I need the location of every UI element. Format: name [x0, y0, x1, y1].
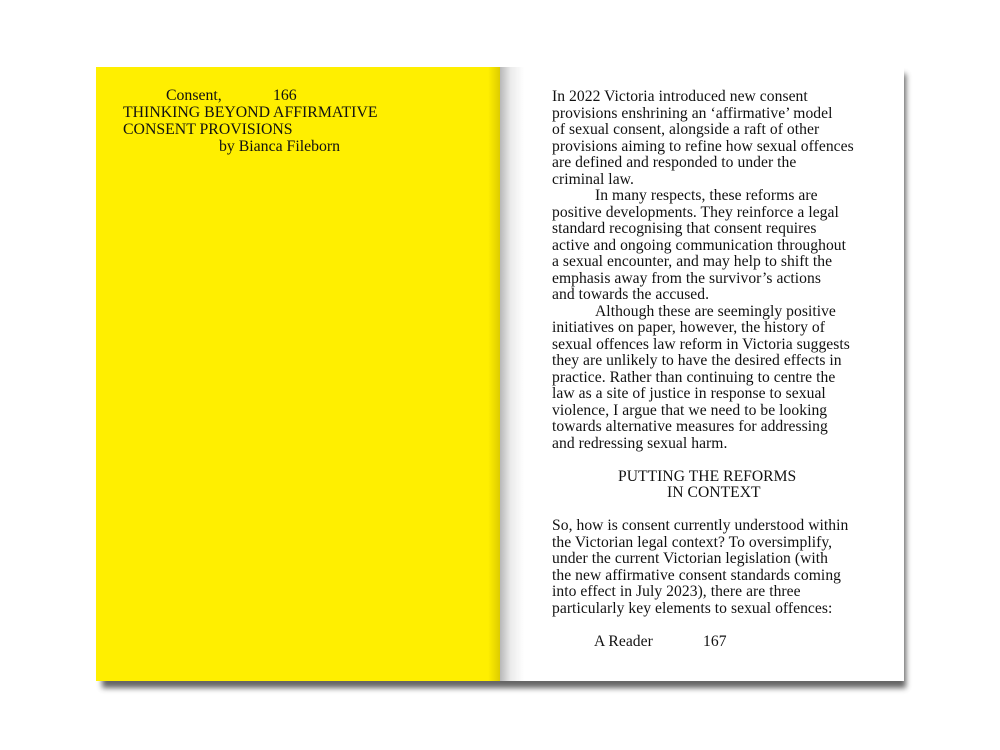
body-line: towards alternative measures for addressing — [552, 418, 828, 435]
left-page-gutter-shade — [488, 67, 500, 681]
body-line: violence, I argue that we need to be looking — [552, 402, 828, 419]
right-page-number: 167 — [703, 633, 727, 650]
section-line: particularly key elements to sexual offences: — [552, 600, 833, 617]
body-line: initiatives on paper, however, the history of — [552, 319, 825, 336]
body-line: law as a site of justice in response to sexual — [552, 385, 826, 402]
body-line: a sexual encounter, and may help to shift the — [552, 253, 833, 270]
body-line: are defined and responded to under the — [552, 154, 797, 171]
body-line: provisions aiming to refine how sexual offences — [552, 138, 854, 155]
body-line: In 2022 Victoria introduced new consent — [552, 88, 808, 105]
body-line: of sexual consent, alongside a raft of other — [552, 121, 820, 138]
article-title-line-2: CONSENT PROVISIONS — [123, 121, 293, 138]
section-line: the Victorian legal context? To oversimplify, — [552, 534, 833, 551]
left-page-number: 166 — [273, 87, 297, 104]
article-title-line-1: THINKING BEYOND AFFIRMATIVE — [123, 104, 378, 121]
section-line: So, how is consent currently understood within — [552, 517, 849, 534]
article-byline: by Bianca Fileborn — [219, 138, 341, 155]
section-line: into effect in July 2023), there are three — [552, 583, 801, 600]
section-line: under the current Victorian legislation (with — [552, 550, 828, 567]
body-line: sexual offences law reform in Victoria suggests — [552, 336, 850, 353]
body-line: practice. Rather than continuing to centre the — [552, 369, 836, 386]
body-line: criminal law. — [552, 171, 634, 188]
body-line: standard recognising that consent requires — [552, 220, 817, 237]
left-running-title: Consent, — [166, 87, 222, 104]
body-line: In many respects, these reforms are — [595, 187, 818, 204]
body-line: Although these are seemingly positive — [595, 303, 836, 320]
body-line: provisions enshrining an ‘affirmative’ model — [552, 105, 833, 122]
body-line: active and ongoing communication throughout — [552, 237, 847, 254]
section-heading-line-2: IN CONTEXT — [667, 484, 761, 501]
body-line: they are unlikely to have the desired effects in — [552, 352, 842, 369]
body-line: positive developments. They reinforce a legal — [552, 204, 839, 221]
body-line: and towards the accused. — [552, 286, 710, 303]
body-line: emphasis away from the survivor’s actions — [552, 270, 821, 287]
right-page-gutter-shade — [500, 67, 524, 681]
right-running-title: A Reader — [594, 633, 653, 650]
right-page — [500, 67, 904, 681]
left-page — [96, 67, 500, 681]
body-line: and redressing sexual harm. — [552, 435, 728, 452]
section-heading-line-1: PUTTING THE REFORMS — [618, 468, 797, 485]
section-line: the new affirmative consent standards coming — [552, 567, 842, 584]
